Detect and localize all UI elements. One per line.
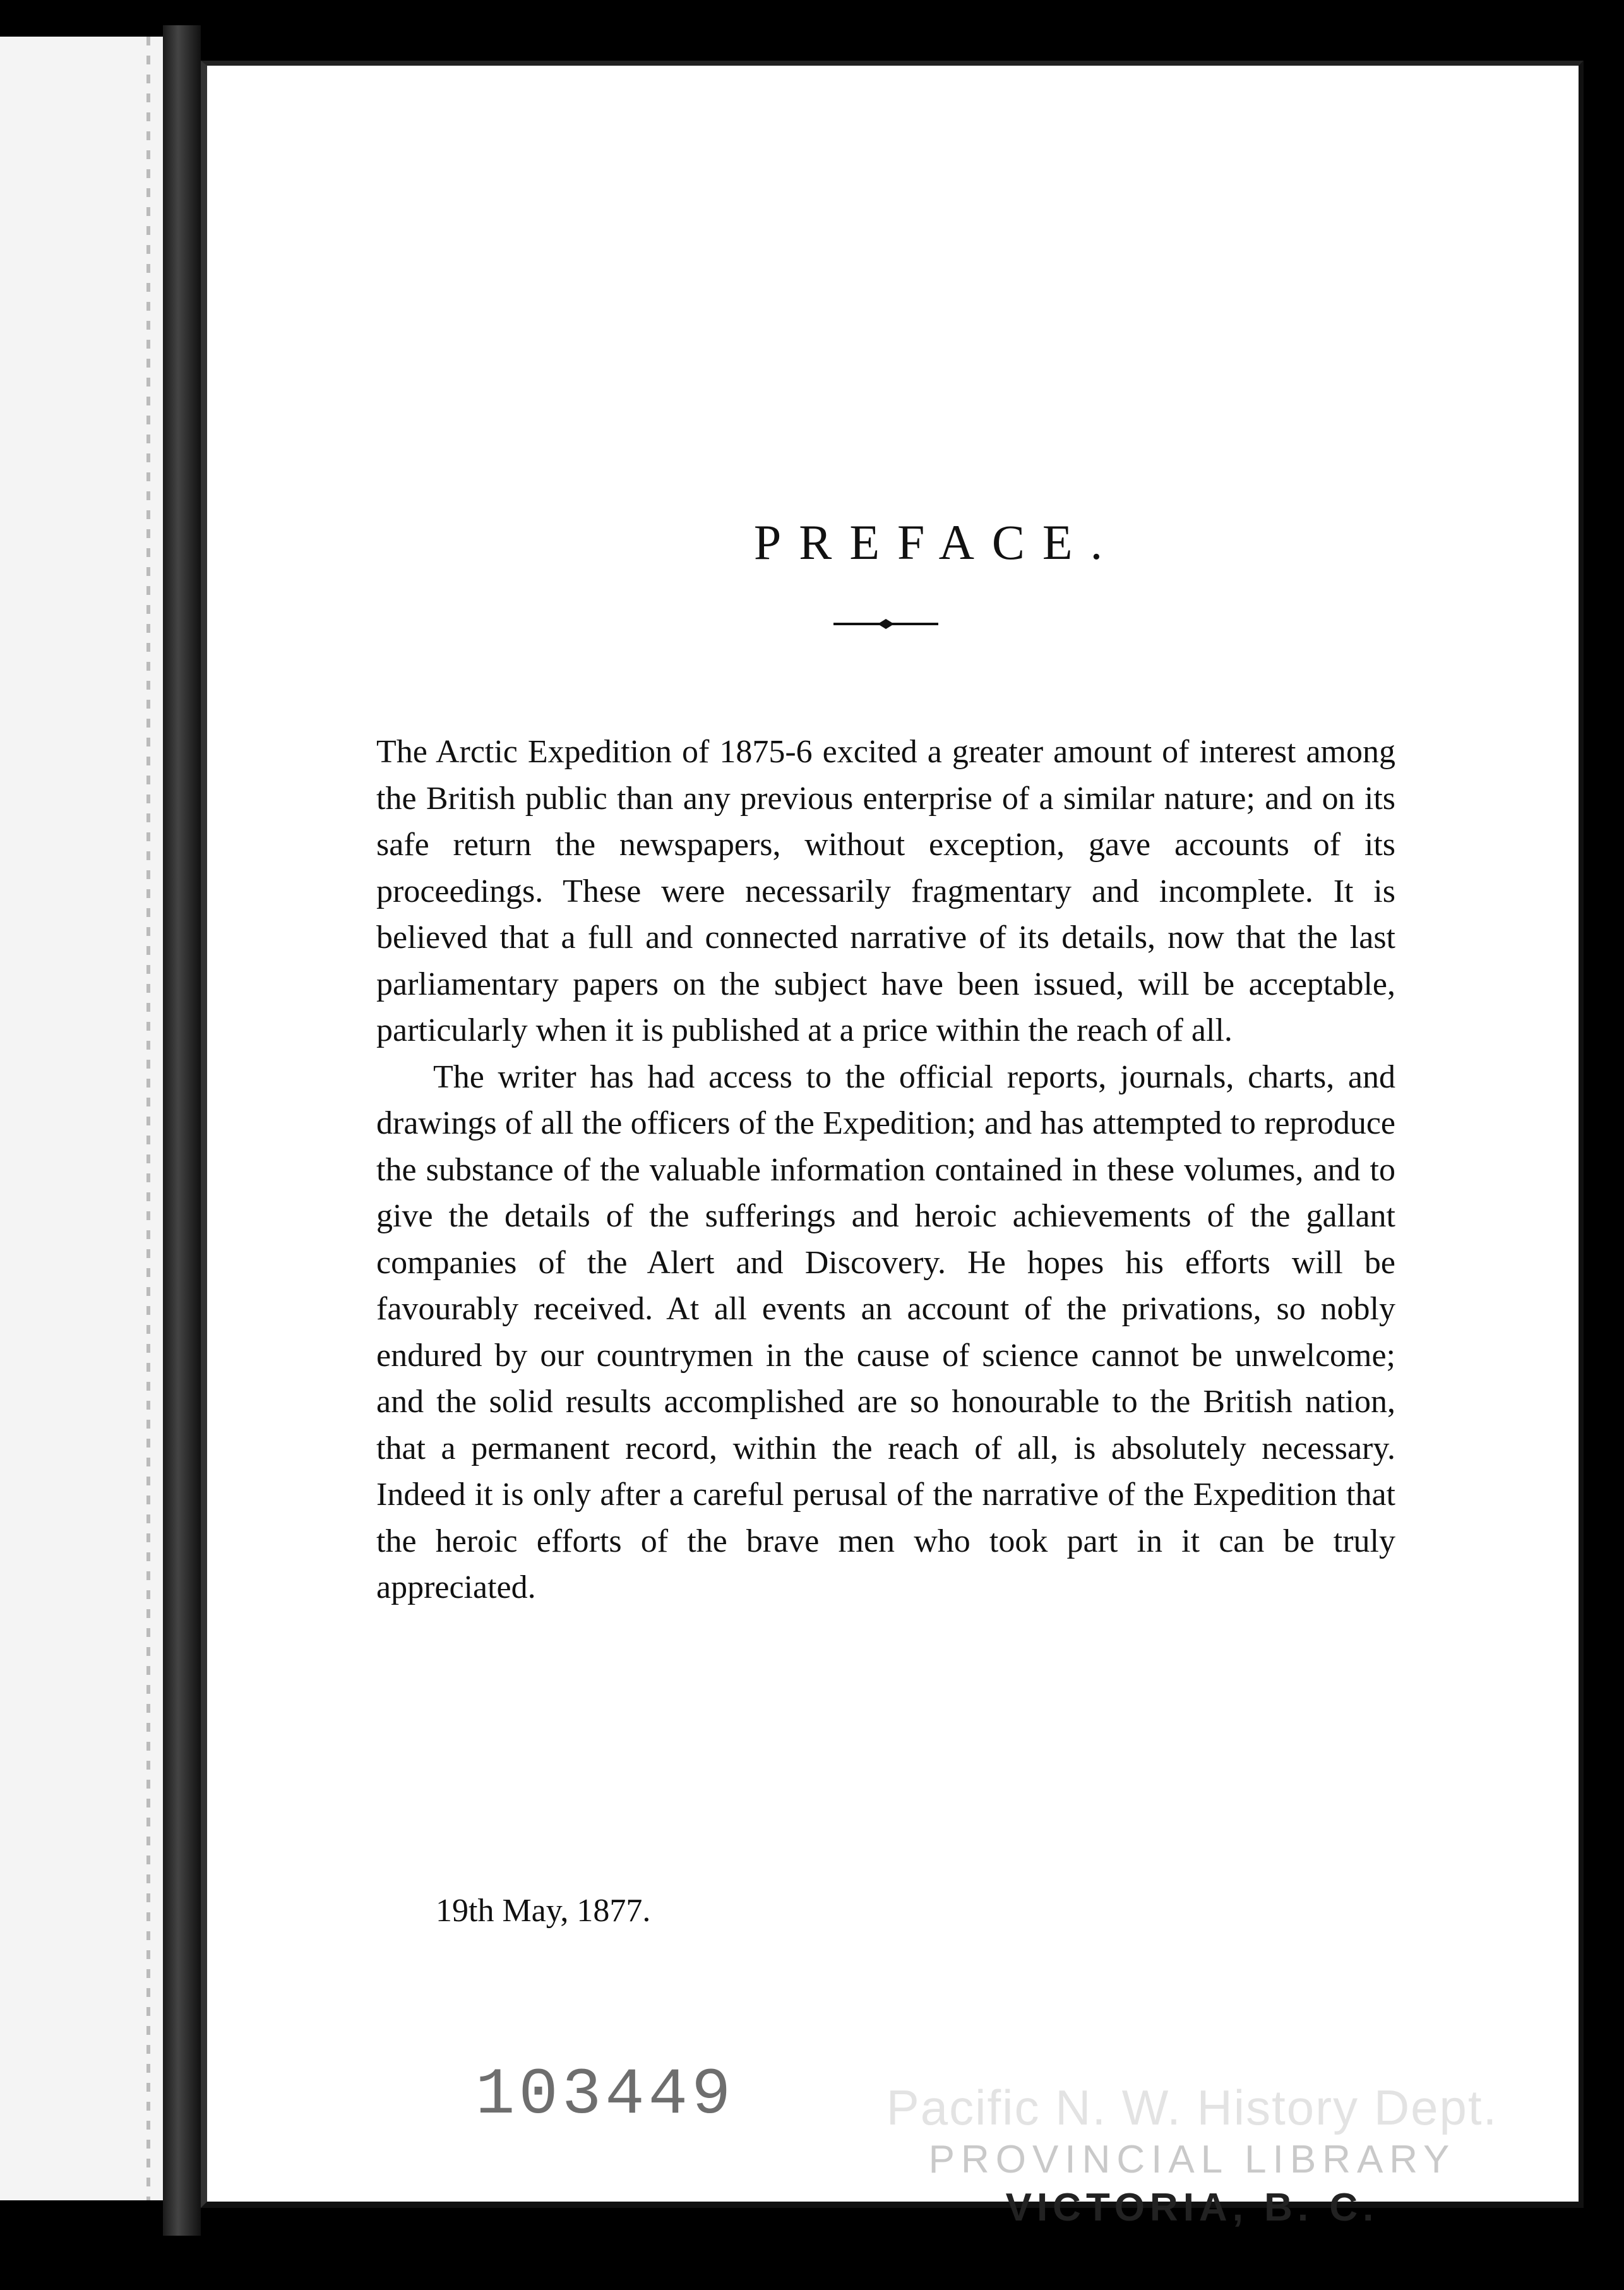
library-stamp-line-2: PROVINCIAL LIBRARY	[928, 2138, 1456, 2181]
preface-paragraph-2: The writer has had access to the official reports, journals, charts, and drawings of all the officers of the Expedition; and has attempted to reproduce the substance of the valuable information contained in these volumes, and to give the details of the sufferings and heroic achievements of the gallant companies of the Alert and Discovery. He hopes his efforts will be favourably received. At all events an account of the privations, so nobly endured by our countrymen in the cause of science cannot be unwelcome; and the solid results accomplished are so honourable to the British nation, that a permanent record, within the reach of all, is absolutely necessary. Indeed it is only after a careful perusal of the narrative of the Expedition that the heroic efforts of the brave men who took part in it can be truly appreciated.	[376, 1058, 1395, 1605]
library-stamp-line-3: VICTORIA, B. C.	[1005, 2186, 1379, 2229]
library-stamp	[839, 2079, 1546, 2232]
accession-number-stamp: 103449	[475, 2058, 735, 2133]
page-title: PREFACE.	[753, 515, 1121, 570]
book-page	[201, 61, 1584, 2229]
facing-page	[0, 37, 165, 2200]
ornament-divider-icon	[833, 616, 938, 632]
preface-paragraph-1: The Arctic Expedition of 1875-6 excited a greater amount of interest among the British public than any previous enterprise of a similar nature; and on its safe return the newspapers, without exception, gave accounts of its proceedings. These were necessarily fragmentary and incomplete. It is believed that a full and connected narrative of its details, now that the last parliamentary papers on the subject have been issued, will be acceptable, particularly when it is published at a price within the reach of all.	[376, 734, 1395, 1048]
book-gutter	[163, 25, 201, 2236]
library-stamp-line-1: Pacific N. W. History Dept.	[886, 2080, 1498, 2135]
preface-body	[376, 729, 1395, 1611]
preface-date: 19th May, 1877.	[436, 1893, 651, 1929]
